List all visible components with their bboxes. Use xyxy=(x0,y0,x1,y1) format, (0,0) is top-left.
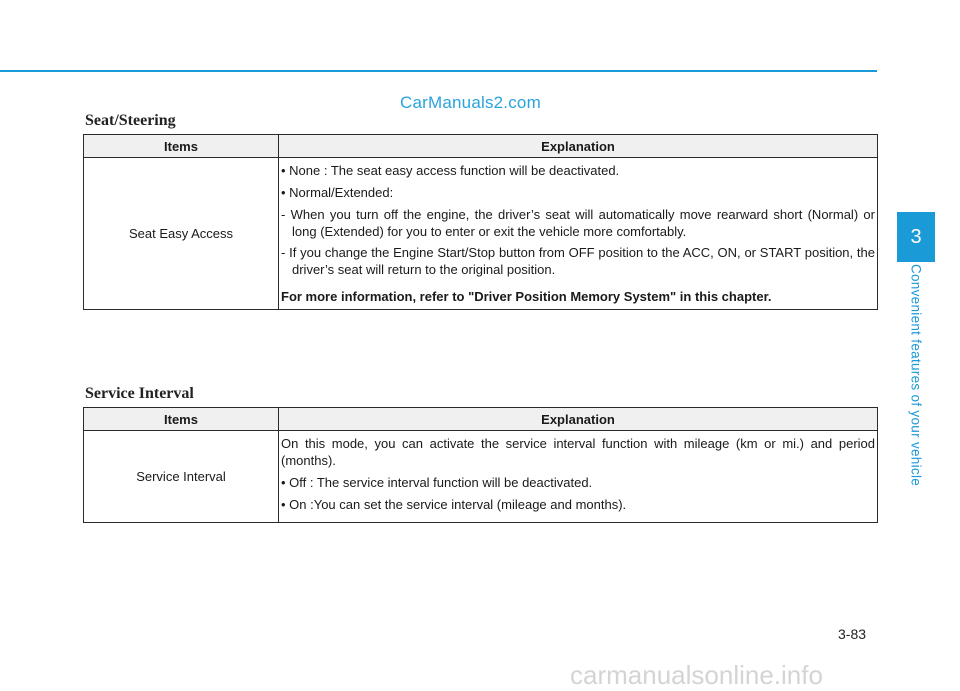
section-title-service-interval: Service Interval xyxy=(85,385,194,402)
table-header-row xyxy=(84,408,878,431)
chapter-number-tab: 3 xyxy=(897,212,935,262)
header-items: Items xyxy=(84,408,279,431)
item-cell: Seat Easy Access xyxy=(84,158,279,310)
service-interval-table xyxy=(83,407,878,523)
explanation-line: - If you change the Engine Start/Stop button from OFF position to the ACC, ON, or START position, the driver’s seat will return to the original position. xyxy=(281,245,875,277)
reference-note: For more information, refer to "Driver Position Memory System" in this chapter. xyxy=(281,289,772,304)
page-number: 3-83 xyxy=(838,626,867,642)
watermark-top: CarManuals2.com xyxy=(400,93,541,112)
table-header-row xyxy=(84,135,878,158)
header-explanation: Explanation xyxy=(279,135,878,158)
top-divider-line xyxy=(0,70,877,72)
explanation-line: - When you turn off the engine, the driver’s seat will automatically move rearward short (Normal) or long (Extended) for you to enter or exit the vehicle more comfortably. xyxy=(281,207,875,239)
item-cell: Service Interval xyxy=(84,431,279,523)
section-title-seat-steering: Seat/Steering xyxy=(85,112,176,129)
header-explanation: Explanation xyxy=(279,408,878,431)
header-items: Items xyxy=(84,135,279,158)
table-row xyxy=(84,158,878,310)
watermark-bottom: carmanualsonline.info xyxy=(570,660,823,690)
explanation-line: • None : The seat easy access function will be deactivated. xyxy=(281,163,620,178)
explanation-intro: On this mode, you can activate the service interval function with mileage (km or mi.) and period (months). xyxy=(281,436,875,468)
explanation-cell xyxy=(279,431,878,523)
seat-steering-table xyxy=(83,134,878,310)
table-row xyxy=(84,431,878,523)
explanation-line: • On :You can set the service interval (mileage and months). xyxy=(281,497,627,512)
chapter-title-vertical: Convenient features of your vehicle xyxy=(908,263,924,487)
explanation-line: • Normal/Extended: xyxy=(281,185,394,200)
explanation-line: • Off : The service interval function will be deactivated. xyxy=(281,475,593,490)
explanation-cell xyxy=(279,158,878,310)
